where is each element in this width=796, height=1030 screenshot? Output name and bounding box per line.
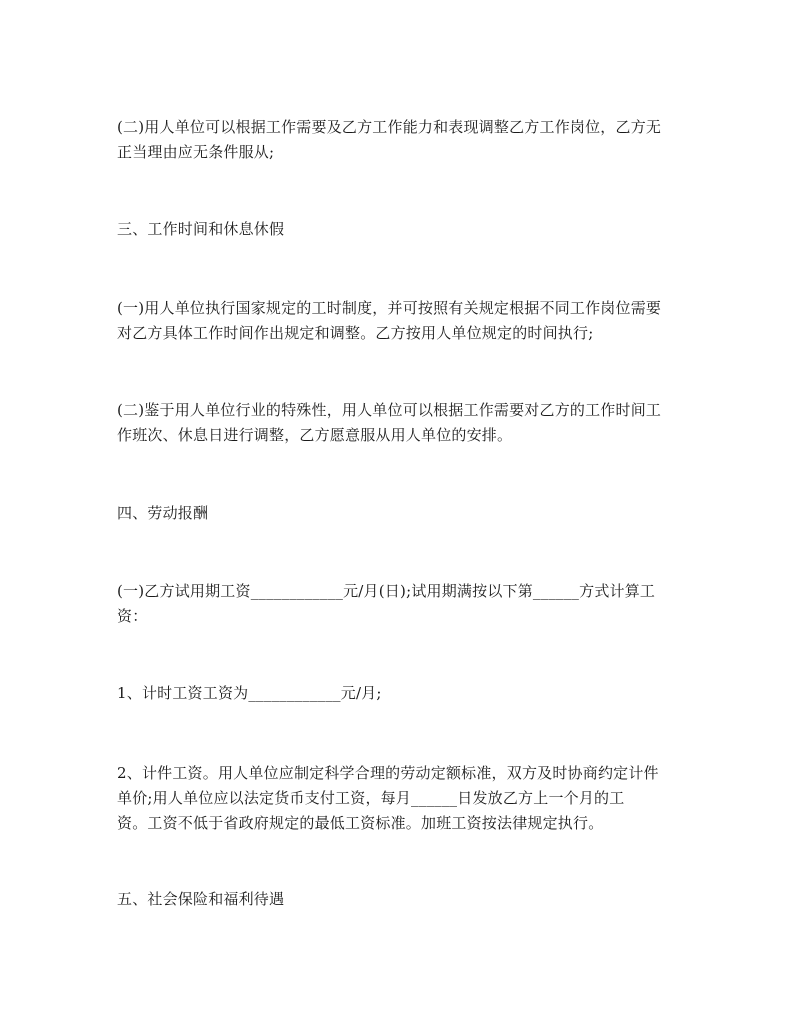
piece-wage-paragraph xyxy=(117,761,682,836)
text-line: (二)鉴于用人单位行业的特殊性，用人单位可以根据工作需要对乙方的工作时间工 xyxy=(117,401,662,419)
text-line: 正当理由应无条件服从; xyxy=(117,143,275,161)
heading-text: 五、社会保险和福利待遇 xyxy=(117,890,285,908)
text-line: 1、计时工资工资为____________元/月; xyxy=(117,684,382,702)
hourly-wage-paragraph xyxy=(117,681,682,706)
text-line: 单价;用人单位应以法定货币支付工资，每月______日发放乙方上一个月的工 xyxy=(117,789,625,807)
text-line: 2、计件工资。用人单位应制定科学合理的劳动定额标准，双方及时协商约定计件 xyxy=(117,764,659,782)
text-line: 资。工资不低于省政府规定的最低工资标准。加班工资按法律规定执行。 xyxy=(117,814,604,832)
text-line: 作班次、休息日进行调整，乙方愿意服从用人单位的安排。 xyxy=(117,426,513,444)
text-line: 对乙方具体工作时间作出规定和调整。乙方按用人单位规定的时间执行; xyxy=(117,324,594,342)
clause-2-2-paragraph xyxy=(117,115,682,165)
text-line: (一)乙方试用期工资____________元/月(日);试用期满按以下第______方式计算工 xyxy=(117,582,656,600)
text-line: (一)用人单位执行国家规定的工时制度，并可按照有关规定根据不同工作岗位需要 xyxy=(117,299,662,317)
section-4-heading xyxy=(117,501,682,526)
heading-text: 三、工作时间和休息休假 xyxy=(117,220,285,238)
clause-4-1-paragraph xyxy=(117,579,682,629)
text-line: 资： xyxy=(117,607,148,625)
heading-text: 四、劳动报酬 xyxy=(117,504,209,522)
section-5-heading xyxy=(117,887,682,912)
clause-3-1-paragraph xyxy=(117,296,682,346)
text-line: (二)用人单位可以根据工作需要及乙方工作能力和表现调整乙方工作岗位，乙方无 xyxy=(117,118,662,136)
section-3-heading xyxy=(117,217,682,242)
clause-3-2-paragraph xyxy=(117,398,682,448)
